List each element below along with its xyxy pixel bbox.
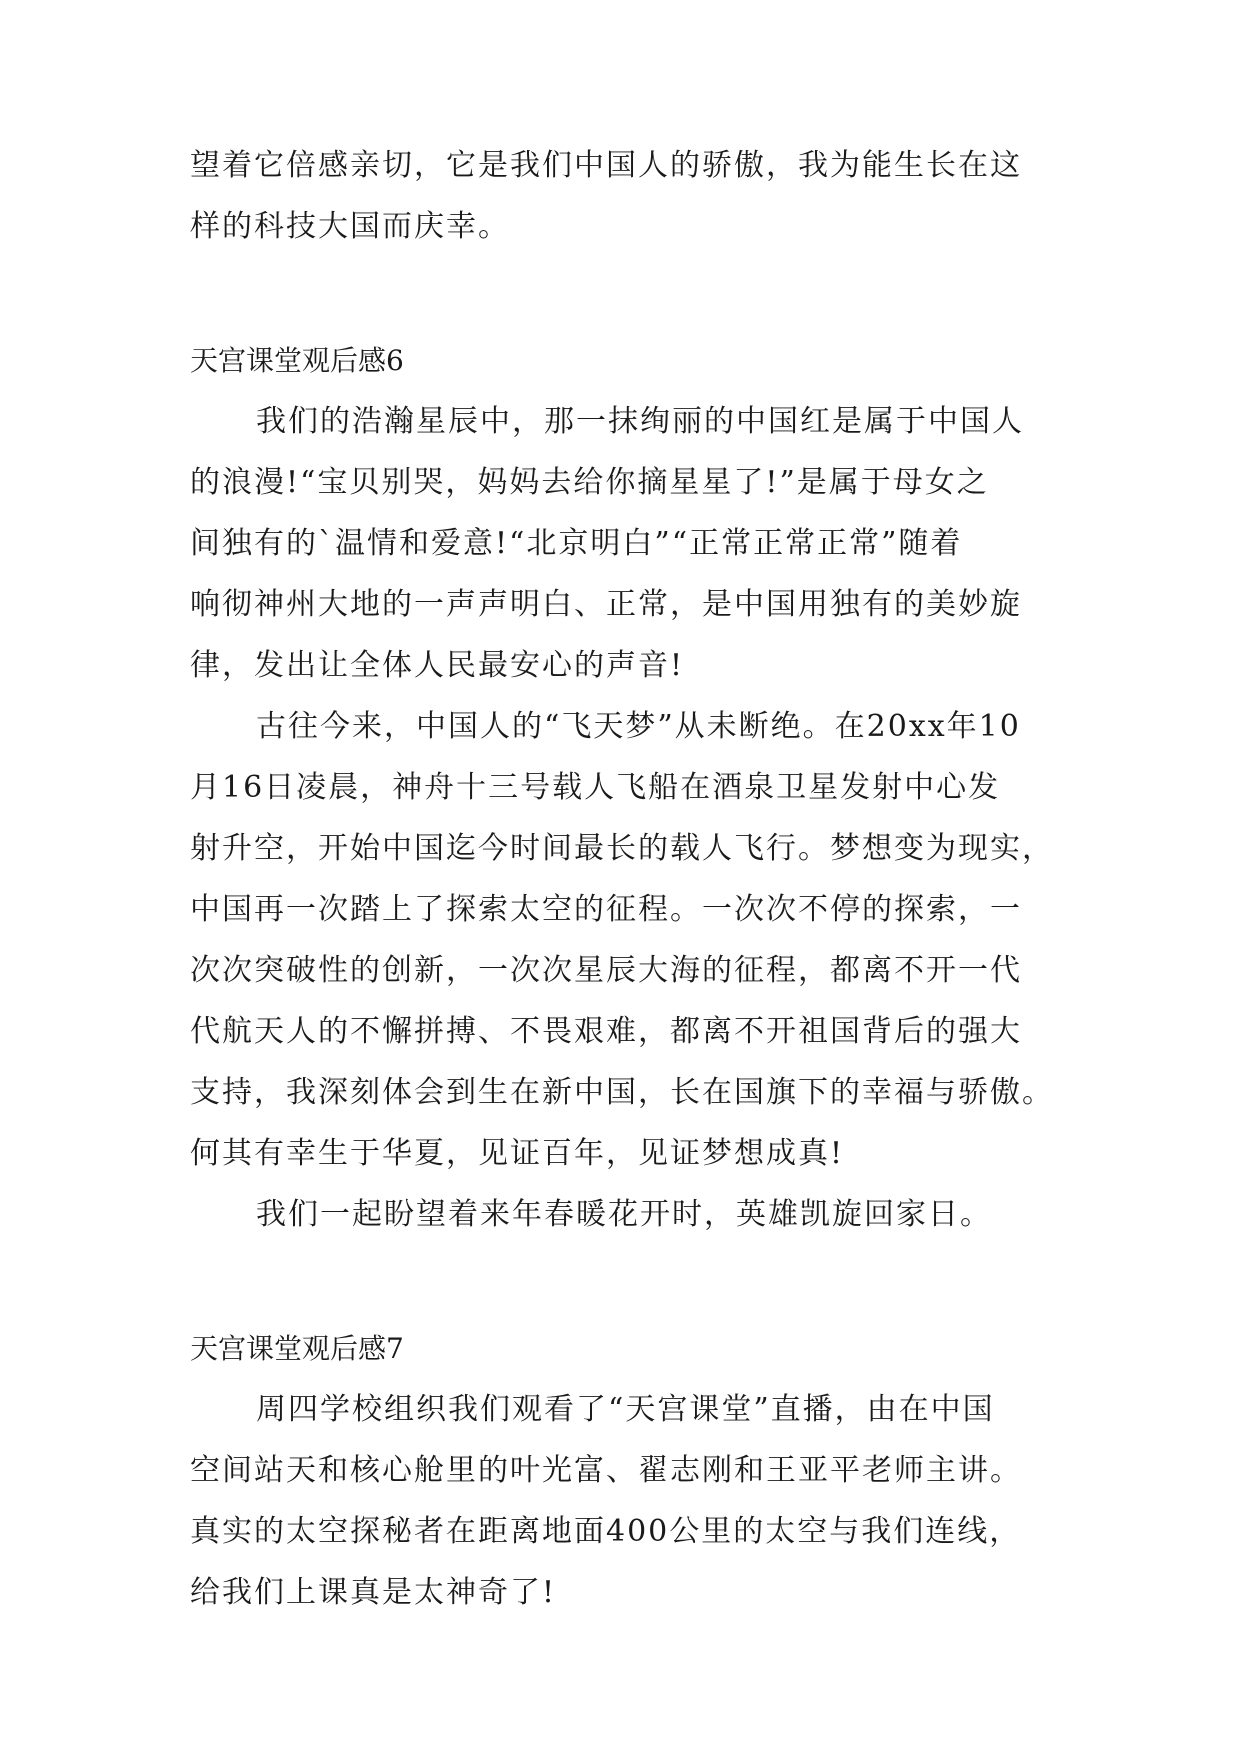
paragraph-line: 代航天人的不懈拼搏、不畏艰难，都离不开祖国背后的强大 — [190, 1014, 1022, 1049]
section-6-paragraph-2 — [190, 696, 1060, 1184]
paragraph-line: 支持，我深刻体会到生在新中国，长在国旗下的幸福与骄傲。 — [190, 1075, 1054, 1110]
paragraph-line: 月16日凌晨，神舟十三号载人飞船在酒泉卫星发射中心发 — [190, 770, 1001, 805]
paragraph-line: 间独有的`温情和爱意!“北京明白”“正常正常正常”随着 — [190, 526, 963, 561]
paragraph-line: 中国再一次踏上了探索太空的征程。一次次不停的探索，一 — [190, 892, 1022, 927]
paragraph-line: 周四学校组织我们观看了“天宫课堂”直播，由在中国 — [256, 1392, 995, 1427]
paragraph-line: 给我们上课真是太神奇了! — [190, 1575, 557, 1610]
section-6 — [190, 330, 1060, 391]
paragraph-line: 望着它倍感亲切，它是我们中国人的骄傲，我为能生长在这 — [190, 148, 1022, 183]
paragraph-line: 空间站天和核心舱里的叶光富、翟志刚和王亚平老师主讲。 — [190, 1453, 1022, 1488]
section-title: 天宫课堂观后感6 — [190, 344, 404, 377]
paragraph-line: 射升空，开始中国迄今时间最长的载人飞行。梦想变为现实， — [190, 831, 1054, 866]
section-6-paragraph-1 — [190, 391, 1060, 696]
paragraph-line: 样的科技大国而庆幸。 — [190, 209, 510, 244]
section-7-paragraph-1 — [190, 1379, 1060, 1623]
paragraph-line: 次次突破性的创新，一次次星辰大海的征程，都离不开一代 — [190, 953, 1022, 988]
section-6-paragraph-3 — [190, 1184, 1060, 1245]
section-title: 天宫课堂观后感7 — [190, 1332, 404, 1365]
paragraph-line: 响彻神州大地的一声声明白、正常，是中国用独有的美妙旋 — [190, 587, 1022, 622]
intro-paragraph — [190, 135, 1060, 257]
paragraph-line: 我们一起盼望着来年春暖花开时，英雄凯旋回家日。 — [256, 1197, 992, 1232]
paragraph-line: 真实的太空探秘者在距离地面400公里的太空与我们连线， — [190, 1514, 1022, 1549]
paragraph-line: 古往今来，中国人的“飞天梦”从未断绝。在20xx年10 — [256, 709, 1021, 744]
paragraph-line: 何其有幸生于华夏，见证百年，见证梦想成真! — [190, 1136, 845, 1171]
paragraph-line: 我们的浩瀚星辰中，那一抹绚丽的中国红是属于中国人 — [256, 404, 1024, 439]
paragraph-line: 的浪漫!“宝贝别哭，妈妈去给你摘星星了!”是属于母女之 — [190, 465, 989, 500]
paragraph-line: 律，发出让全体人民最安心的声音! — [190, 648, 685, 683]
section-7 — [190, 1318, 1060, 1379]
